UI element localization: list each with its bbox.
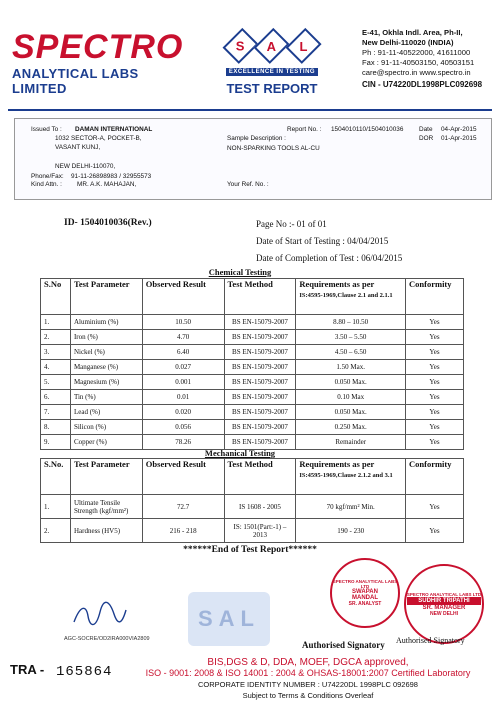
chemical-row (41, 375, 464, 390)
cell-conformity: Yes (406, 345, 464, 360)
sal-diamond-l: L (285, 28, 321, 64)
cell-sno: 4. (41, 360, 71, 375)
col-observed: Observed Result (142, 459, 224, 495)
cell-conformity: Yes (406, 315, 464, 330)
cell-parameter: Magnesium (%) (70, 375, 142, 390)
chemical-row (41, 405, 464, 420)
col-method: Test Method (224, 459, 296, 495)
cell-requirement: 0.10 Max (296, 390, 406, 405)
report-id: ID- 1504010036(Rev.) (64, 218, 152, 228)
cell-requirement: 1.50 Max. (296, 360, 406, 375)
cell-conformity: Yes (406, 405, 464, 420)
cell-parameter: Manganese (%) (70, 360, 142, 375)
mechanical-row (41, 495, 464, 519)
cell-conformity: Yes (406, 519, 464, 543)
cell-conformity: Yes (406, 495, 464, 519)
brand-name: SPECTRO (12, 28, 184, 66)
document-title: TEST REPORT (226, 81, 318, 96)
date-label: Date (419, 126, 433, 133)
cell-sno: 7. (41, 405, 71, 420)
cell-observed: 0.001 (142, 375, 224, 390)
chemical-table (40, 278, 464, 450)
your-ref-label: Your Ref. No. : (227, 181, 269, 188)
footer-cin: CORPORATE IDENTITY NUMBER : U74220DL 1998PLC 092698 (198, 680, 418, 689)
cell-requirement: 8.80 – 10.50 (296, 315, 406, 330)
kind-attn-value: MR. A.K. MAHAJAN, (77, 181, 137, 188)
footer-approvals: BIS,DGS & D, DDA, MOEF, DGCA approved, (207, 657, 409, 668)
cell-observed: 0.027 (142, 360, 224, 375)
company-logo (12, 30, 192, 96)
cell-parameter: Tin (%) (70, 390, 142, 405)
cell-observed: 72.7 (142, 495, 224, 519)
sal-tagline: EXCELLENCE IN TESTING (226, 68, 318, 76)
col-parameter: Test Parameter (70, 279, 142, 315)
chemical-row (41, 420, 464, 435)
date-value: 04-Apr-2015 (441, 126, 477, 133)
col-conformity: Conformity (406, 279, 464, 315)
kind-attn-label: Kind Attn. : (31, 181, 62, 188)
cell-observed: 6.40 (142, 345, 224, 360)
cell-requirement: 0.050 Max. (296, 405, 406, 420)
cell-parameter: Aluminium (%) (70, 315, 142, 330)
cell-sno: 2. (41, 519, 71, 543)
cell-observed: 0.056 (142, 420, 224, 435)
start-date: Date of Start of Testing : 04/04/2015 (256, 236, 389, 246)
cell-method: BS EN-15079-2007 (224, 420, 296, 435)
header-divider (8, 109, 492, 111)
cell-observed: 0.020 (142, 405, 224, 420)
cell-conformity: Yes (406, 360, 464, 375)
col-parameter: Test Parameter (70, 459, 142, 495)
report-no-label: Report No. : (287, 126, 322, 133)
cell-parameter: Silicon (%) (70, 420, 142, 435)
sample-value: NON-SPARKING TOOLS AL-CU (227, 145, 320, 152)
cell-method: BS EN-15079-2007 (224, 360, 296, 375)
mechanical-testing-title: Mechanical Testing (204, 448, 276, 458)
dor-value: 01-Apr-2015 (441, 135, 477, 142)
address-line2: New Delhi-110020 (INDIA) (362, 38, 454, 47)
req-sub: IS:4595-1969,Clause 2.1.2 and 3.1 (299, 472, 393, 479)
report-no-value: 1504010110/1504010036 (331, 126, 404, 133)
fax-line: Fax : 91-11-40503150, 40503151 (362, 58, 475, 67)
cell-observed: 4.70 (142, 330, 224, 345)
col-sno: S.No (41, 279, 71, 315)
chemical-row (41, 390, 464, 405)
cell-method: IS 1608 - 2005 (224, 495, 296, 519)
company-address (362, 28, 498, 90)
cell-sno: 9. (41, 435, 71, 450)
cell-requirement: 0.250 Max. (296, 420, 406, 435)
end-of-report: ******End of Test Report****** (183, 545, 317, 555)
cell-parameter: Lead (%) (70, 405, 142, 420)
phone-value: 91-11-26898983 / 32955573 (71, 173, 152, 180)
dor-label: DOR (419, 135, 434, 142)
sal-diamond-a: A (254, 28, 290, 64)
sal-logo (226, 28, 318, 96)
cell-parameter: Hardness (HV5) (70, 519, 142, 543)
cell-sno: 6. (41, 390, 71, 405)
tra-number: 165864 (56, 664, 113, 680)
cell-requirement: 0.050 Max. (296, 375, 406, 390)
cell-conformity: Yes (406, 420, 464, 435)
analyst-stamp: SPECTRO ANALYTICAL LABS LTD SWAPAN MANDAL SR. ANALYST (330, 558, 400, 628)
authorised-signatory-1: Authorised Signatory (302, 640, 385, 650)
cell-sno: 8. (41, 420, 71, 435)
phone-line: Ph : 91-11-40522000, 41611000 (362, 48, 471, 57)
col-conformity: Conformity (406, 459, 464, 495)
signature-scribble (70, 598, 130, 630)
mechanical-table (40, 458, 464, 543)
cell-method: BS EN-15079-2007 (224, 435, 296, 450)
cell-method: BS EN-15079-2007 (224, 315, 296, 330)
col-method: Test Method (224, 279, 296, 315)
cell-sno: 1. (41, 495, 71, 519)
cell-observed: 0.01 (142, 390, 224, 405)
cell-method: BS EN-15079-2007 (224, 390, 296, 405)
cell-requirement: 3.50 – 5.50 (296, 330, 406, 345)
cell-method: BS EN-15079-2007 (224, 405, 296, 420)
cell-conformity: Yes (406, 375, 464, 390)
cell-observed: 78.26 (142, 435, 224, 450)
cell-requirement: 70 kgf/mm² Min. (296, 495, 406, 519)
chemical-row (41, 315, 464, 330)
footer-block (128, 657, 488, 701)
chemical-row (41, 345, 464, 360)
signer-code: AGC-SOCRE/OD2IRA000VIA2809 (64, 636, 150, 642)
cell-conformity: Yes (406, 435, 464, 450)
issued-addr3: NEW DELHI-110070, (55, 163, 116, 170)
authorised-signatory-2: Authorised Signatory (396, 636, 465, 645)
issued-to-name: DAMAN INTERNATIONAL (75, 126, 153, 133)
cell-parameter: Nickel (%) (70, 345, 142, 360)
cell-sno: 2. (41, 330, 71, 345)
cell-requirement: 4.50 – 6.50 (296, 345, 406, 360)
sal-diamond-s: S (223, 28, 259, 64)
col-requirements: Requirements as per IS:4595-1969,Clause 2.1 and 2.1.1 (296, 279, 406, 315)
cin-number: CIN - U74220DL1998PLC092698 (362, 80, 483, 89)
cell-sno: 1. (41, 315, 71, 330)
cell-requirement: 190 - 230 (296, 519, 406, 543)
manager-stamp: SPECTRO ANALYTICAL LABS LTD SUDHIR TRIPATHI SR. MANAGER NEW DELHI (404, 564, 484, 644)
address-line1: E-41, Okhla Indl. Area, Ph-II, (362, 28, 463, 37)
col-sno: S.No. (41, 459, 71, 495)
issued-addr2: VASANT KUNJ, (55, 144, 101, 151)
chemical-header-row (41, 279, 464, 315)
cell-parameter: Iron (%) (70, 330, 142, 345)
col-observed: Observed Result (142, 279, 224, 315)
issued-addr1: 1032 SECTOR-A, POCKET-B, (55, 135, 142, 142)
chemical-row (41, 330, 464, 345)
phone-label: Phone/Fax: (31, 173, 64, 180)
cell-parameter: Ultimate Tensile Strength (kgf/mm²) (70, 495, 142, 519)
req-sub: IS:4595-1969,Clause 2.1 and 2.1.1 (299, 292, 393, 299)
issued-to-label: Issued To : (31, 126, 62, 133)
issued-to-box (14, 118, 492, 200)
col-requirements: Requirements as per IS:4595-1969,Clause 2.1.2 and 3.1 (296, 459, 406, 495)
cell-method: BS EN-15079-2007 (224, 330, 296, 345)
footer-iso: ISO - 9001: 2008 & ISO 14001 : 2004 & OHSAS-18001:2007 Certified Laboratory (145, 668, 471, 678)
mechanical-row (41, 519, 464, 543)
brand-subtitle: ANALYTICAL LABS LIMITED (12, 66, 139, 96)
chemical-row (41, 360, 464, 375)
cell-sno: 3. (41, 345, 71, 360)
footer-terms: Subject to Terms & Conditions Overleaf (242, 691, 374, 700)
cell-observed: 10.50 (142, 315, 224, 330)
cell-requirement: Remainder (296, 435, 406, 450)
completion-date: Date of Completion of Test : 06/04/2015 (256, 253, 403, 263)
sample-label: Sample Description : (227, 135, 286, 142)
cell-parameter: Copper (%) (70, 435, 142, 450)
cell-method: IS: 1501(Part:-1) – 2013 (224, 519, 296, 543)
mechanical-header-row (41, 459, 464, 495)
tra-label: TRA - (10, 662, 45, 677)
cell-method: BS EN-15079-2007 (224, 375, 296, 390)
cell-observed: 216 - 218 (142, 519, 224, 543)
cell-conformity: Yes (406, 330, 464, 345)
email-line: care@spectro.in www.spectro.in (362, 68, 471, 77)
chemical-testing-title: Chemical Testing (208, 267, 272, 277)
cell-method: BS EN-15079-2007 (224, 345, 296, 360)
page-number: Page No :- 01 of 01 (256, 219, 327, 229)
cell-sno: 5. (41, 375, 71, 390)
sal-watermark: SAL (188, 592, 270, 646)
cell-conformity: Yes (406, 390, 464, 405)
